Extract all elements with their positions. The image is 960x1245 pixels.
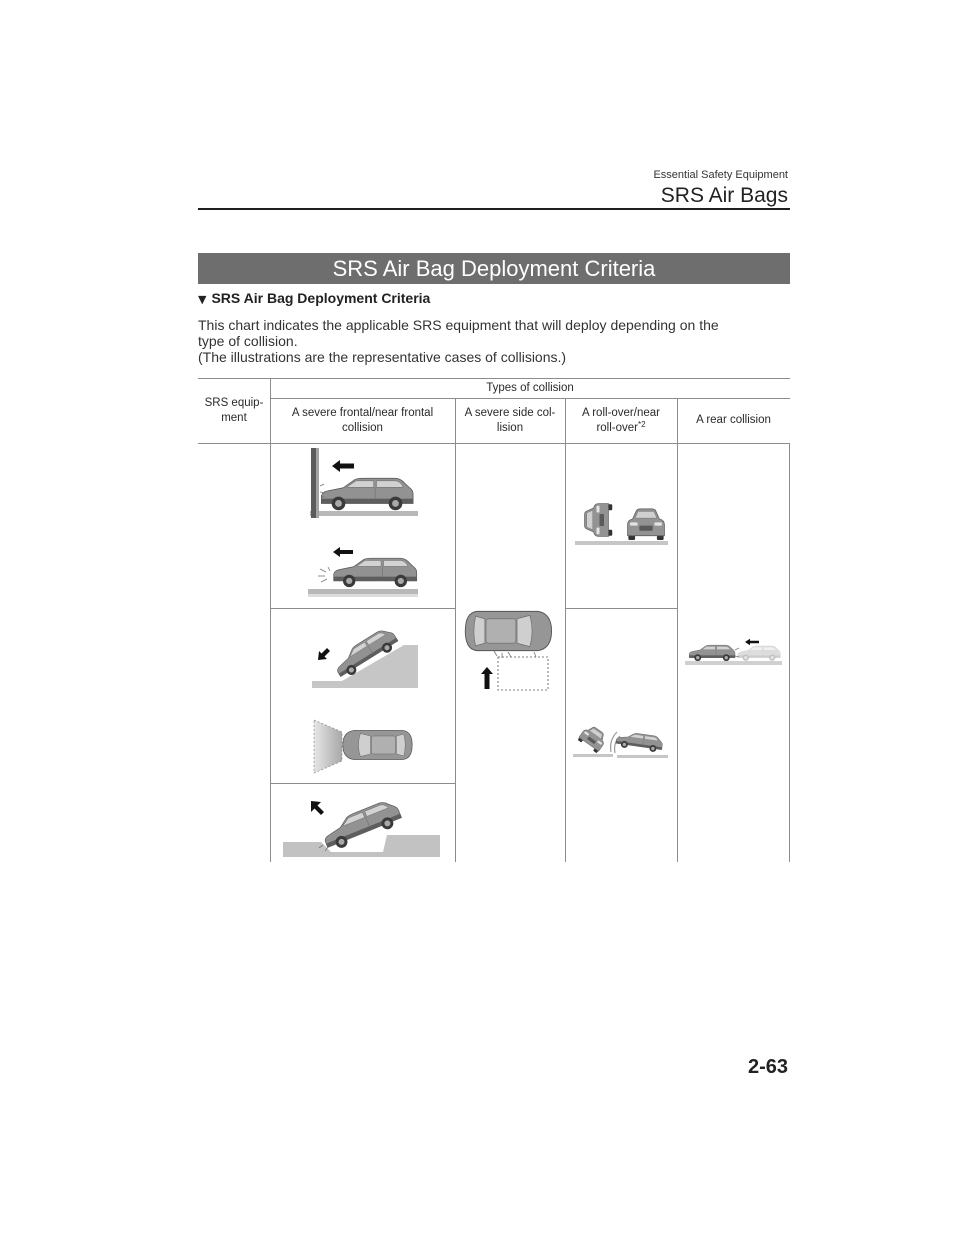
column-header-frontal bbox=[270, 398, 455, 443]
arrow-left-icon bbox=[333, 547, 353, 557]
intro-paragraph bbox=[198, 317, 790, 365]
rear-collision-illustration bbox=[685, 638, 782, 665]
page-number: 2-63 bbox=[747, 1056, 788, 1078]
striking-vehicle-outline bbox=[498, 657, 548, 690]
table-grid-line bbox=[789, 443, 790, 862]
header-rule bbox=[198, 208, 790, 210]
ground bbox=[283, 835, 440, 857]
types-of-collision-label: Types of collision bbox=[486, 381, 574, 394]
ground bbox=[617, 755, 668, 758]
frontal-barrier-collision-illustration bbox=[310, 448, 418, 518]
arrow-left-icon bbox=[332, 460, 354, 472]
column-header-line: A severe side col- bbox=[464, 406, 556, 419]
side-collision-illustration bbox=[462, 607, 555, 692]
ground bbox=[310, 511, 418, 516]
column-header-line: collision bbox=[342, 421, 383, 434]
top-view-frontal-area-illustration bbox=[312, 718, 415, 775]
intro-note: (The illustrations are the representative cases of collisions.) bbox=[198, 349, 567, 365]
table-grid-line bbox=[455, 398, 456, 862]
table-grid-line bbox=[677, 398, 678, 862]
column-header-line: A rear collision bbox=[696, 414, 771, 426]
column-header-rear bbox=[677, 398, 790, 443]
table-grid-line bbox=[565, 608, 677, 609]
impact-debris bbox=[318, 567, 330, 582]
arrow-up-icon bbox=[481, 667, 493, 689]
frontal-impact-zone bbox=[314, 720, 342, 773]
ground bbox=[575, 541, 668, 545]
column-header-line: A severe frontal/near frontal bbox=[291, 406, 434, 419]
arrow-left-icon bbox=[745, 639, 759, 645]
column-header-line: roll-over bbox=[596, 421, 638, 434]
slope-nose-down-illustration bbox=[312, 615, 418, 688]
footnote-marker: *2 bbox=[637, 419, 646, 429]
ditch-collision-illustration bbox=[283, 790, 440, 857]
vehicle-front-view-icon bbox=[628, 509, 665, 540]
vehicle-tilted-icon bbox=[615, 731, 663, 753]
table-header-bottom-border bbox=[198, 443, 790, 444]
table-grid-line bbox=[270, 608, 455, 609]
ground bbox=[573, 754, 613, 757]
vehicle-tumbling-icon bbox=[577, 723, 608, 754]
triangle-marker-icon: ▼ bbox=[198, 293, 207, 306]
ground bbox=[308, 589, 418, 594]
table-grid-line bbox=[565, 398, 566, 862]
intro-line: type of collision. bbox=[198, 333, 298, 349]
table-grid-line bbox=[270, 378, 271, 862]
deployment-criteria-table bbox=[198, 378, 790, 862]
frontal-vehicle-collision-illustration bbox=[308, 545, 418, 598]
vehicle-icon bbox=[334, 558, 417, 587]
column-header-rollover bbox=[565, 398, 677, 443]
intro-line: This chart indicates the applicable SRS equipment that will deploy depending on the bbox=[198, 317, 719, 333]
subheading bbox=[198, 289, 430, 309]
arrow-up-left-icon bbox=[311, 801, 324, 815]
srs-equipment-header-line: ment bbox=[221, 411, 247, 424]
column-header-line: A roll-over/near bbox=[582, 406, 660, 419]
column-header-line: lision bbox=[496, 421, 524, 434]
running-header-section: Essential Safety Equipment bbox=[653, 169, 788, 181]
srs-equipment-header-line: SRS equip- bbox=[204, 396, 264, 409]
vehicle-icon bbox=[321, 478, 413, 510]
vehicle-icon bbox=[689, 645, 735, 661]
barrier-wall-face bbox=[316, 448, 319, 518]
running-header-title: SRS Air Bags bbox=[660, 184, 788, 207]
rollover-illustration bbox=[575, 497, 668, 545]
near-rollover-illustration bbox=[573, 718, 668, 758]
ground bbox=[685, 661, 782, 665]
column-header-line-with-footnote bbox=[596, 421, 645, 436]
srs-equipment-header bbox=[198, 378, 270, 443]
section-banner: SRS Air Bag Deployment Criteria bbox=[198, 253, 790, 284]
vehicle-top-view-icon bbox=[465, 611, 551, 650]
subheading-text: SRS Air Bag Deployment Criteria bbox=[211, 290, 431, 306]
vehicle-on-side-icon bbox=[585, 504, 613, 537]
barrier-wall bbox=[311, 448, 316, 518]
column-header-side bbox=[455, 398, 565, 443]
table-grid-line bbox=[270, 783, 455, 784]
vehicle-top-view-icon bbox=[343, 731, 412, 760]
ground-shadow bbox=[308, 594, 418, 597]
types-of-collision-header bbox=[270, 378, 790, 398]
arrow-down-left-icon bbox=[318, 648, 330, 660]
striking-vehicle-icon bbox=[738, 646, 780, 661]
